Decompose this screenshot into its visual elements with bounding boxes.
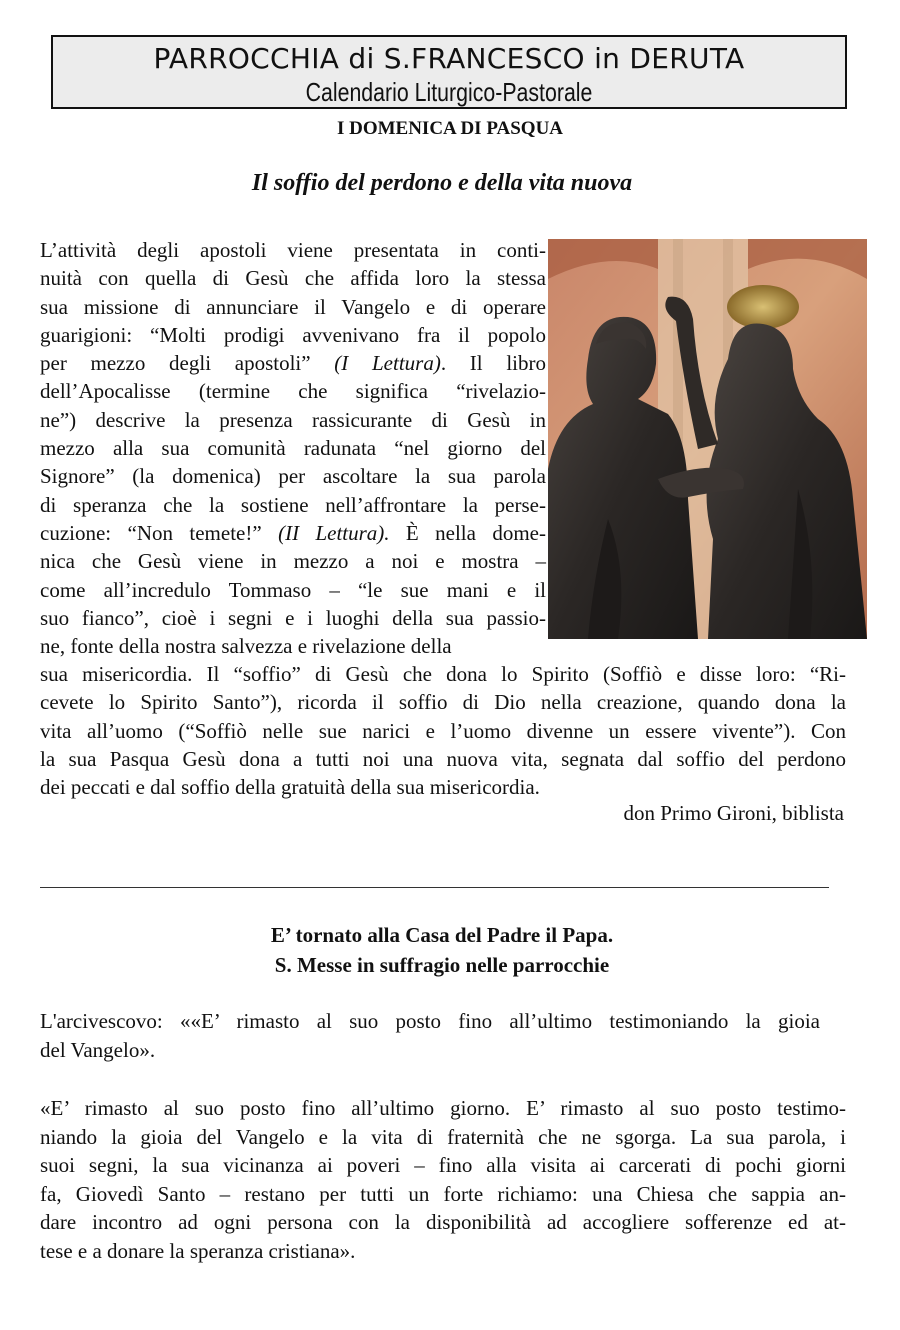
news-paragraph-2-line: niando la gioia del Vangelo e la vita di fraternità che ne sgorga. La sua parola, i (40, 1124, 846, 1149)
article-column-line: cuzione: “Non temete!” (II Lettura). È nella dome- (40, 520, 546, 545)
news-title (0, 920, 884, 980)
article-column-line: Signore” (la domenica) per ascoltare la sua parola (40, 464, 546, 489)
article-column-line: come all’incredulo Tommaso – “le sue mani e il (40, 577, 546, 602)
article-full-line: vita all’uomo (“Soffiò nelle sue narici e l’uomo divenne un essere vivente”). Con (40, 718, 846, 743)
article-column-line: guarigioni: “Molti prodigi avvenivano fra il popolo (40, 322, 546, 347)
article-signature: don Primo Gironi, biblista (623, 801, 844, 825)
article-column-line: ne”) descrive la presenza rassicurante di Gesù in (40, 407, 546, 432)
article-column-text (40, 236, 546, 660)
news-paragraph-2-line: suoi segni, la sua vicinanza ai poveri – fino alla visita ai carcerati di pochi giorni (40, 1153, 846, 1177)
news-paragraph-1-line: L'arcivescovo: ««E’ rimasto al suo posto fino all’ultimo testimoniando la gioia (40, 1009, 820, 1033)
parish-title: PARROCCHIA di S.FRANCESCO in DERUTA (153, 42, 745, 75)
article-column-line: nica che Gesù viene in mezzo a noi e mostra – (40, 549, 546, 574)
news-paragraph-2-line: fa, Giovedì Santo – restano per tutti un forte richiamo: una Chiesa che sappia an- (40, 1181, 846, 1206)
article-column-line: suo fianco”, cioè i segni e i luoghi della sua passio- (40, 605, 546, 630)
news-paragraph-1-line: del Vangelo». (40, 1037, 156, 1062)
news-title-line-2: S. Messe in suffragio nelle parrocchie (274, 953, 610, 977)
article-column-line: sua missione di annunciare il Vangelo e di operare (40, 294, 546, 319)
news-paragraph-2-line: «E’ rimasto al suo posto fino all’ultimo giorno. E’ rimasto al suo posto testimo- (40, 1096, 846, 1120)
news-paragraph-1 (40, 1007, 820, 1064)
news-title-line-1: E’ tornato alla Casa del Padre il Papa. (270, 923, 614, 947)
article-full-line: la sua Pasqua Gesù dona a tutti noi una nuova vita, segnata dal soffio del perdono (40, 746, 846, 771)
statue-photo (548, 239, 867, 639)
article-full-line: sua misericordia. Il “soffio” di Gesù che dona lo Spirito (Soffiò e disse loro: “Ri- (40, 662, 846, 686)
section-divider (40, 887, 829, 888)
news-paragraph-2-line: tese e a donare la speranza cristiana». (40, 1238, 356, 1263)
article-full-text (40, 660, 846, 801)
article-column-line: di speranza che la sostiene nell’affrontare la perse- (40, 492, 546, 517)
article-title: Il soffio del perdono e della vita nuova (251, 170, 633, 196)
liturgical-sunday: I DOMENICA DI PASQUA (336, 118, 564, 139)
article-column-line: L’attività degli apostoli viene presentata in conti- (40, 238, 546, 262)
news-paragraph-2-line: dare incontro ad ogni persona con la disponibilità ad accogliere sofferenze ed at- (40, 1210, 846, 1234)
article-full-line: cevete lo Spirito Santo”), ricorda il soffio di Dio nella creazione, quando dona la (40, 690, 846, 715)
article-column-line: ne, fonte della nostra salvezza e rivelazione della (40, 634, 452, 659)
article-column-line: nuità con quella di Gesù che affida loro la stessa (40, 266, 546, 291)
article-full-line: dei peccati e dal soffio della gratuità della sua misericordia. (40, 775, 540, 800)
article-column-line: per mezzo degli apostoli” (I Lettura). Il libro (40, 351, 546, 376)
news-paragraph-2 (40, 1094, 846, 1265)
calendar-subtitle: Calendario Liturgico-Pastorale (305, 77, 593, 107)
article-column-line: dell’Apocalisse (termine che significa “rivelazio- (40, 379, 546, 404)
header-box (51, 35, 847, 109)
article-column-line: mezzo alla sua comunità radunata “nel giorno del (40, 436, 546, 461)
